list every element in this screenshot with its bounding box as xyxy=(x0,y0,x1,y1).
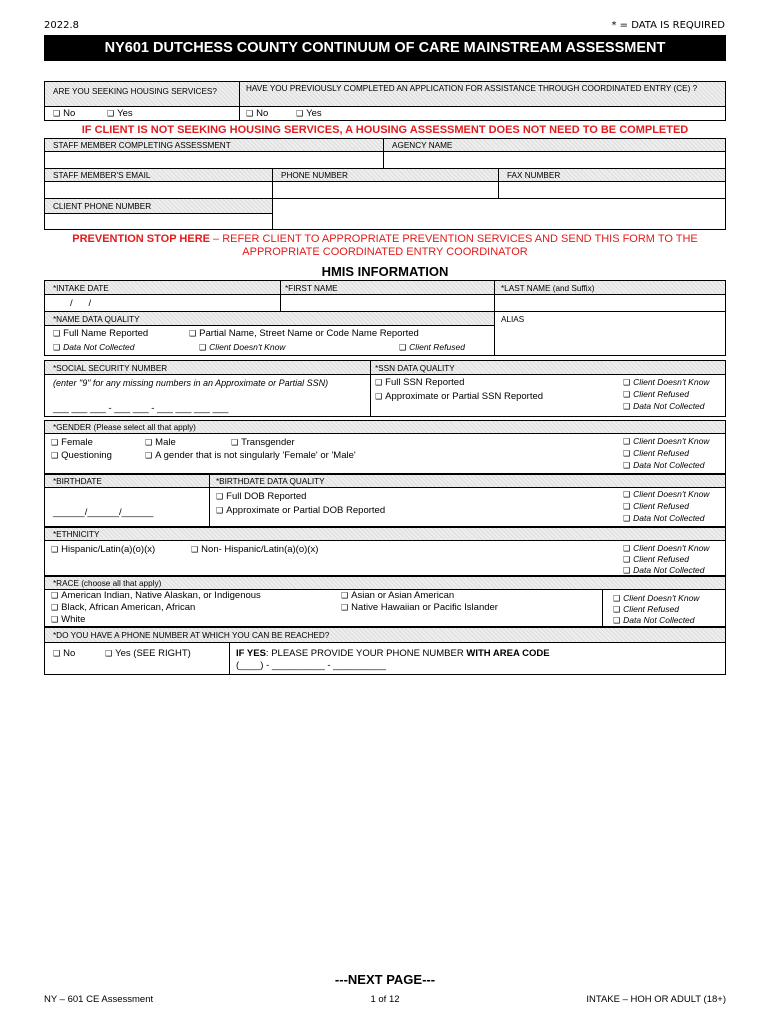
race-ai-option[interactable]: ❑ American Indian, Native Alaskan, or Indigenous xyxy=(51,590,261,601)
ssn-hint: (enter "9" for any missing numbers in an Approximate or Partial SSN) xyxy=(53,378,329,388)
checkbox-icon[interactable]: ❑ xyxy=(375,392,383,401)
ethnicity-non-hispanic-option[interactable]: ❑ Non- Hispanic/Latin(a)(o)(x) xyxy=(191,544,319,555)
gender-cdk-option[interactable]: ❑ Client Doesn't Know xyxy=(623,436,710,446)
checkbox-icon[interactable]: ❑ xyxy=(623,449,631,458)
first-name-field[interactable] xyxy=(280,294,495,312)
name-quality-label-cell xyxy=(44,311,495,326)
phone-field[interactable] xyxy=(272,181,499,199)
hmis-title: HMIS INFORMATION xyxy=(321,264,449,279)
checkbox-icon[interactable]: ❑ xyxy=(399,343,407,352)
ssn-cr-option[interactable]: ❑ Client Refused xyxy=(623,389,689,399)
phone-question-label-cell xyxy=(44,627,726,643)
client-phone-extra-field[interactable] xyxy=(272,198,726,230)
checkbox-icon[interactable]: ❑ xyxy=(53,329,61,338)
checkbox-icon[interactable]: ❑ xyxy=(191,545,199,554)
name-cr-option[interactable]: ❑ Client Refused xyxy=(399,342,465,352)
footer-left: NY – 601 CE Assessment xyxy=(44,994,154,1005)
birthdate-label: *BIRTHDATE xyxy=(53,477,102,486)
ethnicity-label: *ETHNICITY xyxy=(53,530,100,539)
phone-no-option[interactable]: ❑ No xyxy=(53,648,76,659)
ssn-blank: ___ ___ ___ - ___ ___ - ___ ___ ___ ___ xyxy=(53,403,229,414)
last-name-label: *LAST NAME (and Suffix) xyxy=(501,284,595,293)
birthdate-label-cell xyxy=(44,474,210,488)
gender-nonbinary-option[interactable]: ❑ A gender that is not singularly 'Female' or 'Male' xyxy=(145,450,356,461)
birthdate-quality-options xyxy=(209,487,726,527)
agency-name-field[interactable] xyxy=(383,151,726,169)
full-name-option[interactable]: ❑ Full Name Reported xyxy=(53,328,149,339)
checkbox-icon[interactable]: ❑ xyxy=(53,343,61,352)
client-phone-label-cell xyxy=(44,198,273,214)
checkbox-icon[interactable]: ❑ xyxy=(623,555,631,564)
checkbox-icon[interactable]: ❑ xyxy=(341,603,349,612)
dob-dnc-option[interactable]: ❑ Data Not Collected xyxy=(623,513,705,523)
dob-cdk-option[interactable]: ❑ Client Doesn't Know xyxy=(623,489,710,499)
race-dnc-option[interactable]: ❑ Data Not Collected xyxy=(613,615,695,625)
checkbox-icon[interactable]: ❑ xyxy=(623,566,631,575)
gender-transgender-option[interactable]: ❑ Transgender xyxy=(231,437,295,448)
staff-email-label-cell xyxy=(44,168,273,182)
race-black-option[interactable]: ❑ Black, African American, African xyxy=(51,602,196,613)
ssn-dnc-option[interactable]: ❑ Data Not Collected xyxy=(623,401,705,411)
client-phone-label: CLIENT PHONE NUMBER xyxy=(53,202,152,211)
gender-dnc-option[interactable]: ❑ Data Not Collected xyxy=(623,460,705,470)
phone-question-options xyxy=(44,642,230,675)
staff-member-label-cell xyxy=(44,138,384,152)
checkbox-icon[interactable]: ❑ xyxy=(623,390,631,399)
ssn-field[interactable] xyxy=(44,374,371,417)
first-name-label-cell xyxy=(280,280,495,295)
checkbox-icon[interactable]: ❑ xyxy=(51,591,59,600)
race-white-option[interactable]: ❑ White xyxy=(51,614,86,625)
checkbox-icon[interactable]: ❑ xyxy=(216,492,224,501)
partial-name-option[interactable]: ❑ Partial Name, Street Name or Code Name Reported xyxy=(189,328,419,339)
ethnicity-cr-option[interactable]: ❑ Client Refused xyxy=(623,554,689,564)
not-seeking-warning: IF CLIENT IS NOT SEEKING HOUSING SERVICES, A HOUSING ASSESSMENT DOES NOT NEED TO BE COMPLETED xyxy=(81,124,689,136)
staff-member-field[interactable] xyxy=(44,151,384,169)
checkbox-icon[interactable]: ❑ xyxy=(53,649,61,658)
phone-label: PHONE NUMBER xyxy=(281,171,348,180)
checkbox-icon[interactable]: ❑ xyxy=(216,506,224,515)
client-phone-field[interactable] xyxy=(44,213,273,230)
name-dnc-option[interactable]: ❑ Data Not Collected xyxy=(53,342,135,352)
name-cdk-option[interactable]: ❑ Client Doesn't Know xyxy=(199,342,286,352)
full-ssn-option[interactable]: ❑ Full SSN Reported xyxy=(375,377,465,388)
intake-date-field[interactable] xyxy=(44,294,281,312)
ethnicity-hispanic-option[interactable]: ❑ Hispanic/Latin(a)(o)(x) xyxy=(51,544,156,555)
checkbox-icon[interactable]: ❑ xyxy=(375,378,383,387)
ethnicity-dnc-option[interactable]: ❑ Data Not Collected xyxy=(623,565,705,575)
gender-options xyxy=(44,433,726,474)
ethnicity-options xyxy=(44,540,726,576)
seeking-housing-options xyxy=(44,106,240,121)
race-options xyxy=(44,589,603,627)
first-name-label: *FIRST NAME xyxy=(285,284,338,293)
intake-date-value: / / xyxy=(70,298,92,309)
race-cdk-option[interactable]: ❑ Client Doesn't Know xyxy=(613,593,700,603)
previous-ce-label-cell xyxy=(239,81,726,107)
checkbox-icon[interactable]: ❑ xyxy=(51,438,59,447)
checkbox-icon[interactable]: ❑ xyxy=(623,378,631,387)
fax-field[interactable] xyxy=(498,181,726,199)
next-page-label: ---NEXT PAGE--- xyxy=(334,972,436,987)
checkbox-icon[interactable]: ❑ xyxy=(296,109,304,118)
staff-member-label: STAFF MEMBER COMPLETING ASSESSMENT xyxy=(53,141,231,150)
phone-question-label: *DO YOU HAVE A PHONE NUMBER AT WHICH YOU CAN BE REACHED? xyxy=(53,631,330,640)
checkbox-icon[interactable]: ❑ xyxy=(231,438,239,447)
partial-ssn-option[interactable]: ❑ Approximate or Partial SSN Reported xyxy=(375,391,544,402)
previous-ce-options xyxy=(239,106,726,121)
checkbox-icon[interactable]: ❑ xyxy=(51,615,59,624)
checkbox-icon[interactable]: ❑ xyxy=(246,109,254,118)
race-label-cell xyxy=(44,576,726,590)
checkbox-icon[interactable]: ❑ xyxy=(53,109,61,118)
checkbox-icon[interactable]: ❑ xyxy=(623,502,631,511)
birthdate-quality-label-cell xyxy=(209,474,726,488)
birthdate-quality-label: *BIRTHDATE DATA QUALITY xyxy=(216,477,325,486)
page-title: NY601 DUTCHESS COUNTY CONTINUUM OF CARE MAINSTREAM ASSESSMENT xyxy=(44,35,726,61)
race-nhpi-option[interactable]: ❑ Native Hawaiian or Pacific Islander xyxy=(341,602,498,613)
checkbox-icon[interactable]: ❑ xyxy=(105,649,113,658)
checkbox-icon[interactable]: ❑ xyxy=(623,437,631,446)
seeking-housing-yes[interactable]: ❑ Yes xyxy=(107,108,133,119)
gender-cr-option[interactable]: ❑ Client Refused xyxy=(623,448,689,458)
ssn-quality-options xyxy=(370,374,726,417)
phone-yes-option[interactable]: ❑ Yes (SEE RIGHT) xyxy=(105,648,191,659)
required-note: * = DATA IS REQUIRED xyxy=(611,20,725,31)
dob-cr-option[interactable]: ❑ Client Refused xyxy=(623,501,689,511)
checkbox-icon[interactable]: ❑ xyxy=(623,402,631,411)
staff-email-label: STAFF MEMBER'S EMAIL xyxy=(53,171,151,180)
seeking-housing-label: ARE YOU SEEKING HOUSING SERVICES? xyxy=(53,87,217,96)
full-dob-option[interactable]: ❑ Full DOB Reported xyxy=(216,491,307,502)
form-version: 2022.8 xyxy=(44,20,79,31)
checkbox-icon[interactable]: ❑ xyxy=(623,490,631,499)
page-number: 1 of 12 xyxy=(370,994,400,1005)
checkbox-icon[interactable]: ❑ xyxy=(623,514,631,523)
race-cr-option[interactable]: ❑ Client Refused xyxy=(613,604,679,614)
prevention-notice xyxy=(0,233,770,259)
previous-ce-label: HAVE YOU PREVIOUSLY COMPLETED AN APPLICATION FOR ASSISTANCE THROUGH COORDINATED ENTRY (CE) ? xyxy=(246,84,698,93)
alias-field[interactable] xyxy=(494,311,726,356)
birthdate-field[interactable] xyxy=(44,487,210,527)
checkbox-icon[interactable]: ❑ xyxy=(341,591,349,600)
agency-label-cell xyxy=(383,138,726,152)
partial-dob-option[interactable]: ❑ Approximate or Partial DOB Reported xyxy=(216,505,386,516)
checkbox-icon[interactable]: ❑ xyxy=(51,545,59,554)
client-phone-number-field[interactable] xyxy=(229,642,726,675)
last-name-label-cell xyxy=(494,280,726,295)
previous-ce-no[interactable]: ❑ No xyxy=(246,108,269,119)
checkbox-icon[interactable]: ❑ xyxy=(51,603,59,612)
race-asian-option[interactable]: ❑ Asian or Asian American xyxy=(341,590,455,601)
prevention-line1: – REFER CLIENT TO APPROPRIATE PREVENTION SERVICES AND SEND THIS FORM TO THE xyxy=(209,233,698,245)
checkbox-icon[interactable]: ❑ xyxy=(613,616,621,625)
seeking-housing-label-cell xyxy=(44,81,240,107)
agency-label: AGENCY NAME xyxy=(392,141,453,150)
fax-label-cell xyxy=(498,168,726,182)
checkbox-icon[interactable]: ❑ xyxy=(145,451,153,460)
phone-instruction: IF YES: PLEASE PROVIDE YOUR PHONE NUMBER WITH AREA CODE xyxy=(236,648,550,659)
last-name-field[interactable] xyxy=(494,294,726,312)
name-quality-options xyxy=(44,325,495,356)
checkbox-icon[interactable]: ❑ xyxy=(623,544,631,553)
checkbox-icon[interactable]: ❑ xyxy=(613,594,621,603)
footer-right: INTAKE – HOH OR ADULT (18+) xyxy=(586,994,726,1005)
fax-label: FAX NUMBER xyxy=(507,171,561,180)
checkbox-icon[interactable]: ❑ xyxy=(107,109,115,118)
race-refusal-options xyxy=(602,589,726,627)
staff-email-field[interactable] xyxy=(44,181,273,199)
gender-female-option[interactable]: ❑ Female xyxy=(51,437,93,448)
ssn-quality-label-cell xyxy=(370,360,726,375)
checkbox-icon[interactable]: ❑ xyxy=(623,461,631,470)
alias-label: ALIAS xyxy=(501,315,525,324)
ssn-label: *SOCIAL SECURITY NUMBER xyxy=(53,364,168,373)
intake-date-label: *INTAKE DATE xyxy=(53,284,109,293)
prevention-line2: APPROPRIATE COORDINATED ENTRY COORDINATOR xyxy=(242,246,528,258)
checkbox-icon[interactable]: ❑ xyxy=(145,438,153,447)
gender-label: *GENDER (Please select all that apply) xyxy=(53,423,196,432)
phone-label-cell xyxy=(272,168,499,182)
gender-male-option[interactable]: ❑ Male xyxy=(145,437,176,448)
name-quality-label: *NAME DATA QUALITY xyxy=(53,315,140,324)
birthdate-blank: ______/______/______ xyxy=(53,507,154,518)
prevention-stop-text: PREVENTION STOP HERE xyxy=(72,233,210,245)
ethnicity-cdk-option[interactable]: ❑ Client Doesn't Know xyxy=(623,543,710,553)
checkbox-icon[interactable]: ❑ xyxy=(613,605,621,614)
previous-ce-yes[interactable]: ❑ Yes xyxy=(296,108,322,119)
ethnicity-label-cell xyxy=(44,527,726,541)
intake-date-label-cell xyxy=(44,280,281,295)
ssn-cdk-option[interactable]: ❑ Client Doesn't Know xyxy=(623,377,710,387)
gender-label-cell xyxy=(44,420,726,434)
ssn-quality-label: *SSN DATA QUALITY xyxy=(375,364,455,373)
seeking-housing-no[interactable]: ❑ No xyxy=(53,108,76,119)
race-label: *RACE (choose all that apply) xyxy=(53,579,162,588)
checkbox-icon[interactable]: ❑ xyxy=(199,343,207,352)
checkbox-icon[interactable]: ❑ xyxy=(51,451,59,460)
gender-questioning-option[interactable]: ❑ Questioning xyxy=(51,450,112,461)
ssn-label-cell xyxy=(44,360,371,375)
checkbox-icon[interactable]: ❑ xyxy=(189,329,197,338)
phone-blank: (____) - __________ - __________ xyxy=(236,660,387,671)
